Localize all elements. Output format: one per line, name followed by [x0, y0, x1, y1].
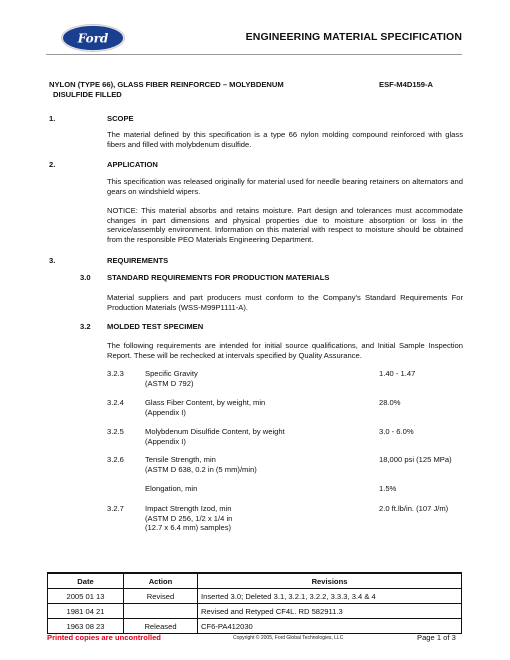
header-divider: [46, 54, 462, 55]
column-header-action: Action: [124, 573, 198, 589]
section-number-application: 2.: [49, 160, 56, 169]
requirement-label: Elongation, min: [145, 484, 198, 493]
revision-action: [124, 604, 198, 619]
subsection-number-3-0: 3.0: [80, 273, 91, 282]
material-title-line-2: DISULFIDE FILLED: [53, 90, 122, 99]
document-title: ENGINEERING MATERIAL SPECIFICATION: [245, 31, 462, 43]
requirement-number: 3.2.5: [107, 427, 124, 436]
revision-action: Revised: [124, 589, 198, 604]
revision-table: [47, 572, 462, 634]
requirement-label: Impact Strength Izod, min (ASTM D 256, 1/2 x 1/4 in (12.7 x 6.4 mm) samples): [145, 504, 233, 533]
requirement-label: Tensile Strength, min (ASTM D 638, 0.2 in (5 mm)/min): [145, 455, 257, 474]
requirement-number: 3.2.7: [107, 504, 124, 513]
copyright-notice: Copyright © 2005, Ford Global Technologies, LLC: [233, 635, 344, 641]
section-title-requirements: REQUIREMENTS: [107, 256, 169, 265]
table-row: [48, 589, 462, 604]
table-row: [48, 619, 462, 634]
requirement-label: Specific Gravity (ASTM D 792): [145, 369, 198, 388]
subsection-title-3-2: MOLDED TEST SPECIMEN: [107, 322, 204, 331]
section-title-application: APPLICATION: [107, 160, 158, 169]
requirement-value: 1.40 - 1.47: [379, 369, 416, 378]
section-title-scope: SCOPE: [107, 114, 134, 123]
column-header-date: Date: [48, 573, 124, 589]
application-text: This specification was released originally for material used for needle bearing retainers on alternators and gears on windshield wipers.: [107, 177, 463, 196]
page-number: Page 1 of 3: [417, 633, 456, 642]
section-number-requirements: 3.: [49, 256, 56, 265]
svg-text:Ford: Ford: [77, 31, 109, 46]
section-number-scope: 1.: [49, 114, 56, 123]
molded-specimen-text: The following requirements are intended for initial source qualifications, and Initial Sample Inspection Report. These will be rechecked at intervals specified by Quality Assurance.: [107, 341, 463, 360]
moisture-notice: NOTICE: This material absorbs and retains moisture. Part design and tolerances must accommodate changes in part dimensions and physical properties due to moisture absorption or loss in the service/assembly environment. Information on this material with respect to moisture should be obtained from the responsible PEO Materials Engineering Department.: [107, 206, 463, 245]
requirement-value: 3.0 - 6.0%: [379, 427, 414, 436]
scope-text: The material defined by this specification is a type 66 nylon molding compound reinforced with glass fibers and filled with molybdenum disulfide.: [107, 130, 463, 149]
revision-action: Released: [124, 619, 198, 634]
column-header-revisions: Revisions: [198, 573, 462, 589]
requirement-number: 3.2.3: [107, 369, 124, 378]
revision-description: CF6-PA412030: [198, 619, 462, 634]
revision-description: Revised and Retyped CF4L. RD 582911.3: [198, 604, 462, 619]
requirement-number: 3.2.6: [107, 455, 124, 464]
revision-date: 2005 01 13: [48, 589, 124, 604]
material-title: [49, 80, 284, 100]
revision-date: 1981 04 21: [48, 604, 124, 619]
requirement-number: 3.2.4: [107, 398, 124, 407]
revision-date: 1963 08 23: [48, 619, 124, 634]
subsection-title-3-0: STANDARD REQUIREMENTS FOR PRODUCTION MATERIALS: [107, 273, 330, 282]
requirement-value: 1.5%: [379, 484, 397, 493]
spec-number: ESF-M4D159-A: [379, 80, 434, 89]
table-row: [48, 604, 462, 619]
requirement-label: Glass Fiber Content, by weight, min (Appendix I): [145, 398, 266, 417]
uncontrolled-copy-warning: Printed copies are uncontrolled: [47, 633, 161, 642]
subsection-number-3-2: 3.2: [80, 322, 91, 331]
requirement-value: 18,000 psi (125 MPa): [379, 455, 452, 464]
revision-description: Inserted 3.0; Deleted 3.1, 3.2.1, 3.2.2, 3.3.3, 3.4 & 4: [198, 589, 462, 604]
ford-logo: [60, 23, 126, 53]
requirement-value: 28.0%: [379, 398, 401, 407]
standard-requirements-text: Material suppliers and part producers must conform to the Company's Standard Requirements For Production Materials (WSS-M99P1111-A).: [107, 293, 463, 312]
requirement-label: Molybdenum Disulfide Content, by weight (Appendix I): [145, 427, 285, 446]
table-header-row: [48, 573, 462, 589]
material-title-line-1: NYLON (TYPE 66), GLASS FIBER REINFORCED – MOLYBDENUM: [49, 80, 284, 89]
requirement-value: 2.0 ft.lb/in. (107 J/m): [379, 504, 449, 513]
